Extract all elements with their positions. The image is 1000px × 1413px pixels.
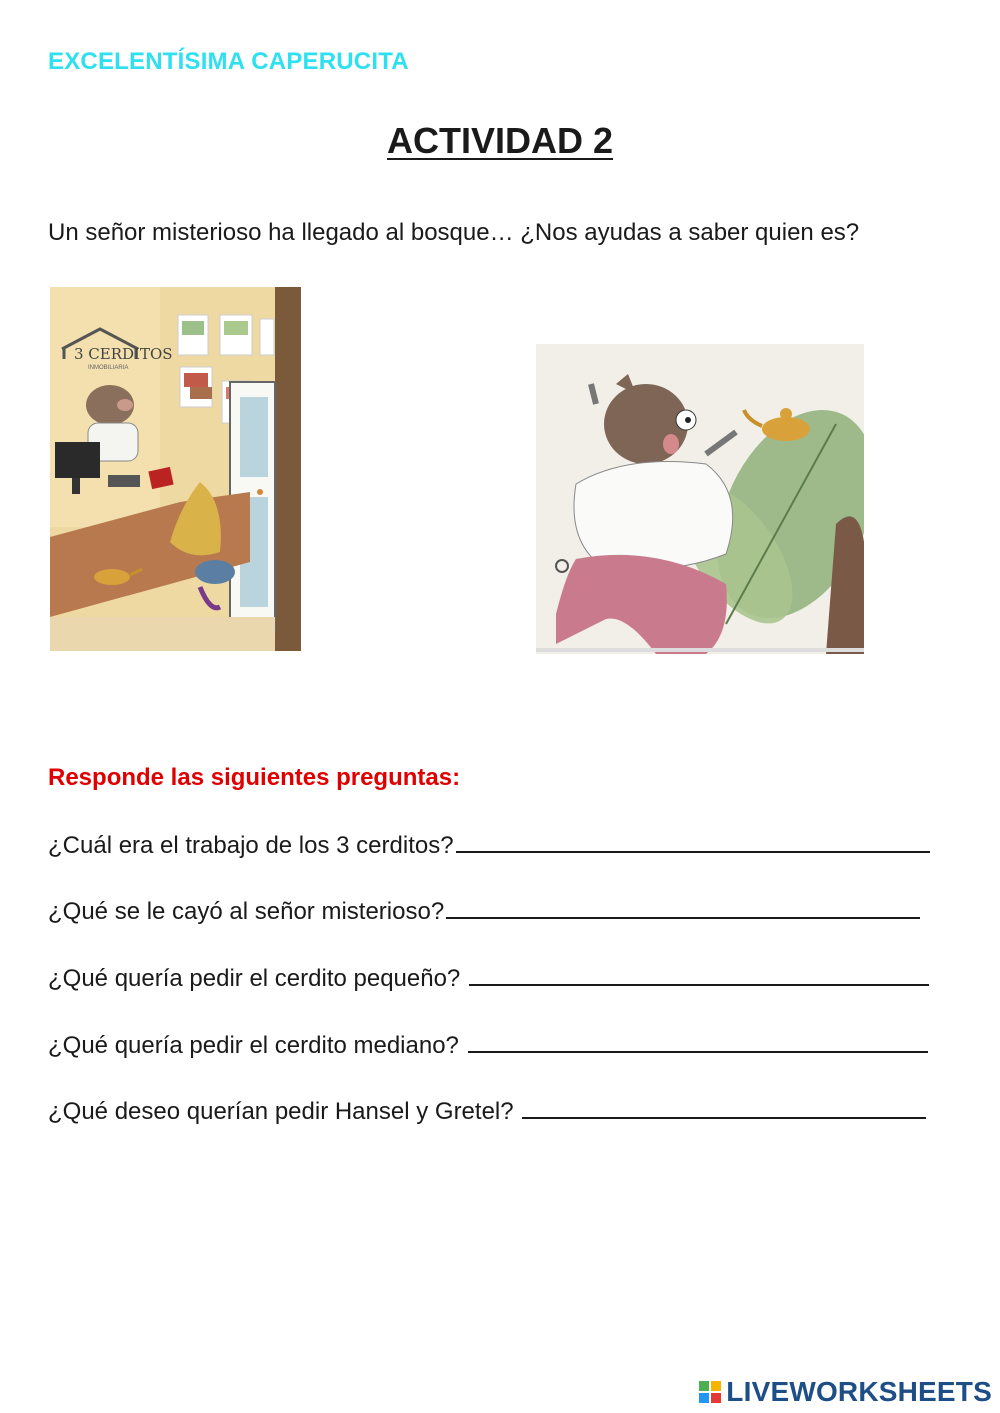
worksheet-brand: EXCELENTÍSIMA CAPERUCITA bbox=[48, 48, 409, 75]
intro-text: Un señor misterioso ha llegado al bosque… ¿Nos ayudas a saber quien es? bbox=[48, 219, 860, 246]
question-4 bbox=[48, 1029, 928, 1060]
page-title: ACTIVIDAD 2 bbox=[386, 120, 614, 161]
question-5 bbox=[48, 1095, 926, 1126]
answer-blank-2[interactable] bbox=[446, 895, 920, 919]
answer-blank-4[interactable] bbox=[468, 1029, 928, 1053]
sign-text: 3 CERDITOS bbox=[74, 345, 173, 363]
question-1 bbox=[48, 829, 930, 860]
question-2-text: ¿Qué se le cayó al señor misterioso? bbox=[48, 898, 445, 925]
question-3 bbox=[48, 962, 929, 993]
question-3-text: ¿Qué quería pedir el cerdito pequeño? bbox=[48, 965, 467, 992]
question-4-text: ¿Qué quería pedir el cerdito mediano? bbox=[48, 1032, 466, 1059]
sign-subtext: INMOBILIARIA bbox=[88, 365, 129, 371]
answer-blank-5[interactable] bbox=[522, 1095, 926, 1119]
pig-with-lamp-illustration bbox=[536, 344, 864, 654]
liveworksheets-logo[interactable] bbox=[699, 1376, 992, 1408]
answer-blank-3[interactable] bbox=[469, 962, 929, 986]
liveworksheets-logo-icon bbox=[699, 1381, 721, 1403]
pig-office-illustration bbox=[50, 287, 301, 651]
logo-text: LIVEWORKSHEETS bbox=[726, 1376, 992, 1407]
question-2 bbox=[48, 895, 920, 926]
answer-blank-1[interactable] bbox=[456, 829, 930, 853]
question-5-text: ¿Qué deseo querían pedir Hansel y Gretel? bbox=[48, 1098, 521, 1125]
section-title: Responde las siguientes preguntas: bbox=[48, 764, 461, 791]
question-1-text: ¿Cuál era el trabajo de los 3 cerditos? bbox=[48, 832, 454, 859]
